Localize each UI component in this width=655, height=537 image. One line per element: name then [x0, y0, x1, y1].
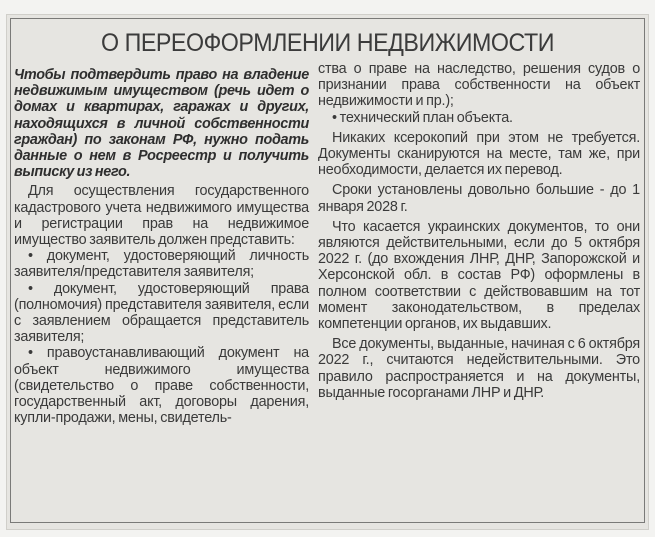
list-item-technical-plan: • технический план объекта. — [332, 109, 513, 126]
article-title: О ПЕРЕОФОРМЛЕНИИ НЕДВИЖИМОСТИ — [100, 29, 555, 57]
paragraph-invalid-documents: Все документы, выданные, начиная с 6 октября 2022 г., считаются недействительными. Это правило распространяется и на документы, выданные госорганами ЛНР и ДНР. — [318, 336, 640, 401]
article-lead: Чтобы подтвердить право на владение недвижимым имуществом (речь идет о домах и квартирах, гаражах и других, находящихся в личной собственности граждан) по законам РФ, нужно подать данные о нем в Росреестр и получить выписку из него. — [14, 67, 309, 181]
list-item-identity-document: • документ, удостоверяющий личность заявителя/представителя заявителя; — [14, 248, 309, 281]
paragraph-no-copies: Никаких ксерокопий при этом не требуется. Документы сканируются на месте, там же, при необходимости, делается их перевод. — [318, 129, 640, 179]
list-item-title-document: • правоустанавливающий документ на объект недвижимого имущества (свидетельство о праве собственности, государственный акт, договоры дарения, купли-продажи, мены, свидетель- — [14, 345, 309, 427]
list-item-representative-authority: • документ, удостоверяющий права (полномочия) представителя заявителя, если с заявлением обращается представитель заявителя; — [14, 280, 309, 346]
paragraph-requirements: Для осуществления государственного кадастрового учета недвижимого имущества и регистрации прав на недвижимое имущество заявитель должен представить: — [14, 183, 309, 249]
paragraph-ukrainian-documents: Что касается украинских документов, то они являются действительными, если до 5 октября 2022 г. (до вхождения ЛНР, ДНР, Запорожской и Херсонской обл. в состав РФ) оформлены в полном соответствии с действовавшим на тот момент законодательством, в пределах компетенции органов, их выдавших. — [318, 218, 640, 333]
right-column — [318, 61, 640, 401]
left-column — [14, 67, 309, 426]
newspaper-clipping — [6, 14, 649, 530]
paragraph-deadlines: Сроки установлены довольно большие - до 1 января 2028 г. — [318, 182, 640, 215]
list-item-title-document-continued: ства о праве на наследство, решения судов о признании права собственности на объект недвижимости и пр.); — [318, 61, 640, 110]
